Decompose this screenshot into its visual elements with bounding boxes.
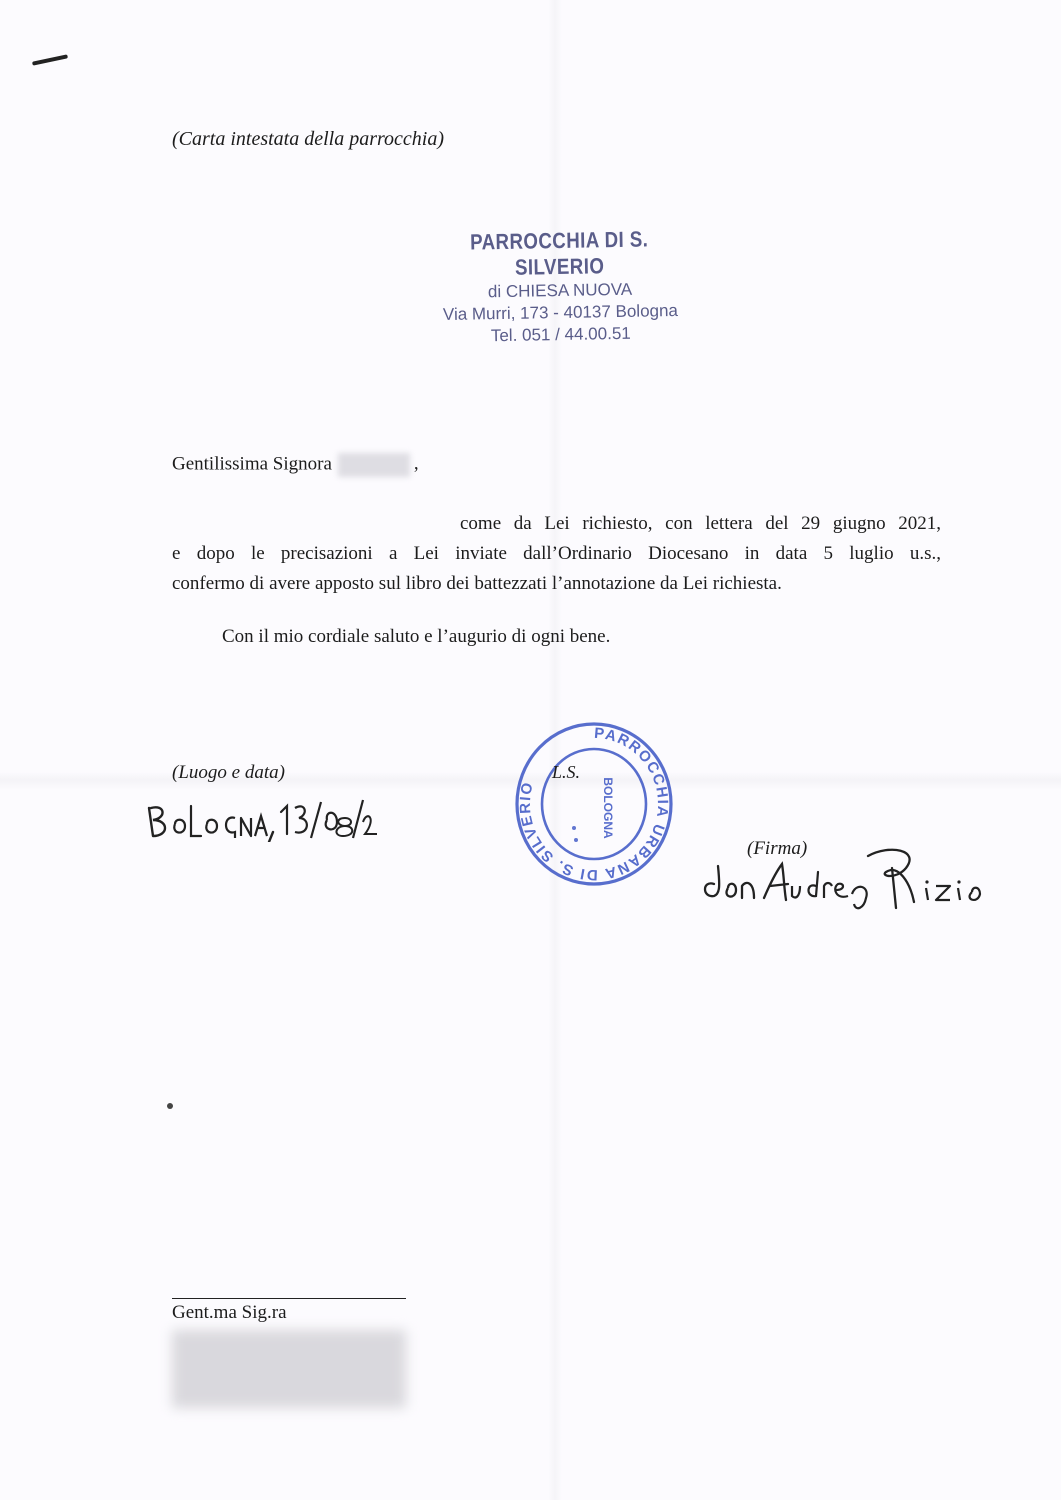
seal-inner-text: BOLOGNA <box>601 777 615 839</box>
body-line-2: e dopo le precisazioni a Lei inviate dall’Ordinario Diocesano in data 5 luglio u.s., <box>172 543 941 564</box>
handwritten-signature <box>700 842 1000 918</box>
redacted-address <box>172 1330 406 1408</box>
seal-outer-text: PARROCCHIA URBANA DI S. SILVERIO <box>516 724 672 884</box>
greeting-text: Gentilissima Signora <box>172 453 332 475</box>
handwritten-date <box>145 796 385 842</box>
body-line-3: confermo di avere apposto sul libro dei battezzati l’annotazione da Lei richiesta. <box>172 573 782 594</box>
redacted-name <box>338 453 410 477</box>
closing-salutation: Con il mio cordiale saluto e l’augurio di ogni bene. <box>222 626 611 647</box>
parish-stamp-phone: Tel. 051 / 44.00.51 <box>490 323 631 346</box>
ls-label: L.S. <box>552 762 581 782</box>
place-date-label <box>172 762 285 784</box>
letterhead-note: (Carta intestata della parrocchia) <box>172 128 445 150</box>
body-paragraph <box>172 509 941 599</box>
greeting <box>172 453 419 477</box>
greeting-comma: , <box>413 453 419 475</box>
address-rule <box>172 1298 406 1299</box>
paper-speck <box>167 1103 173 1109</box>
parish-stamp-title: PARROCCHIA DI S. SILVERIO <box>469 226 649 280</box>
body-line-1: come da Lei richiesto, con lettera del 29 giugno 2021, <box>460 513 941 534</box>
pen-mark <box>32 54 68 65</box>
parish-stamp-line1: di CHIESA NUOVA <box>487 279 633 302</box>
signature-label-text: (Firma) <box>747 838 808 859</box>
place-date-label-text: (Luogo e data) <box>172 762 285 783</box>
round-parish-seal <box>512 716 676 892</box>
parish-stamp-address: Via Murri, 173 - 40137 Bologna <box>442 300 679 325</box>
parish-stamp <box>429 226 691 349</box>
address-label: Gent.ma Sig.ra <box>172 1302 287 1323</box>
